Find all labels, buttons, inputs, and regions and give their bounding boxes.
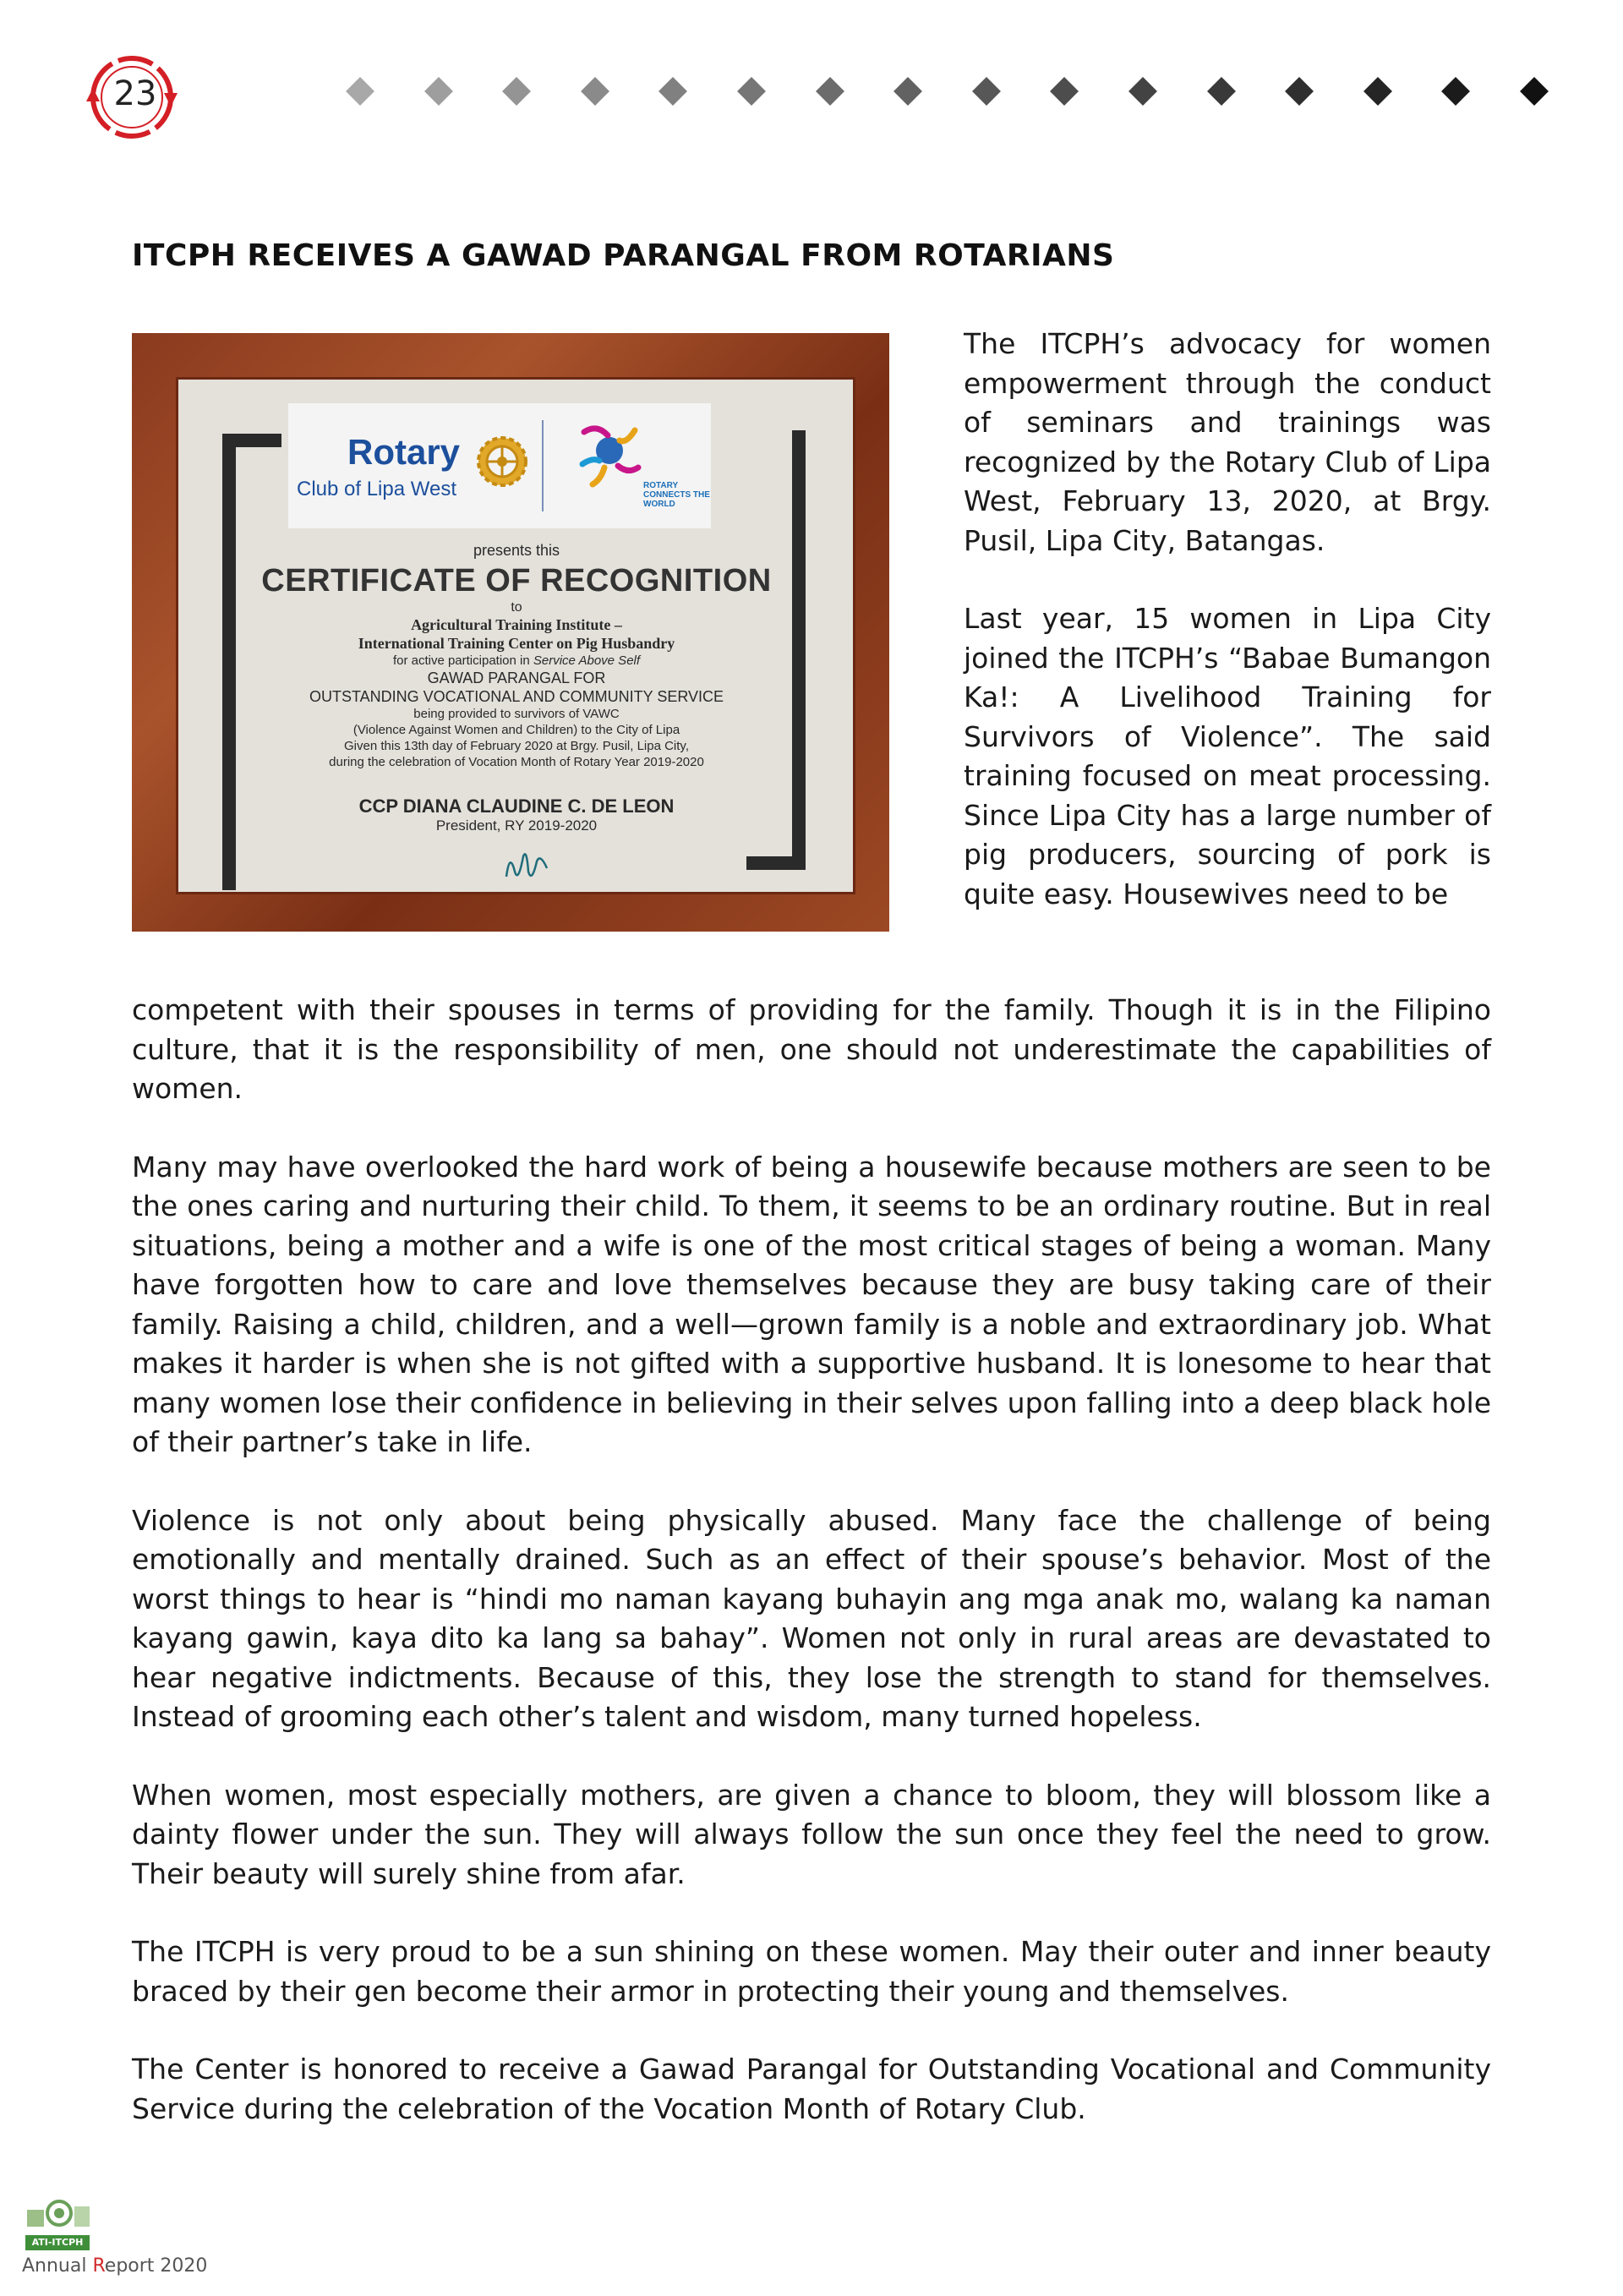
footer-report-suffix: eport 2020 xyxy=(104,2255,208,2277)
side-paragraph: Last year, 15 women in Lipa City joined the ITCPH’s “Babae Bumangon Ka!: A Livelihood Training for Survivors of Violence”. The said training focused on meat processing. Since Lipa City has a large number of pig producers, sourcing of pork is quite easy. Housewives need to be xyxy=(964,602,1491,910)
diamond-decoration xyxy=(1207,77,1236,106)
footer-report-prefix: Annual xyxy=(22,2255,93,2277)
diamond-decoration xyxy=(816,77,844,106)
logo-divider xyxy=(542,420,544,511)
main-text-column xyxy=(132,991,1491,2168)
footer-annual-report xyxy=(22,2255,207,2277)
article-headline: ITCPH RECEIVES A GAWAD PARANGAL FROM ROTARIANS xyxy=(132,238,1115,273)
rotary-club-name: Club of Lipa West xyxy=(297,478,456,500)
footer-report-accent: R xyxy=(92,2255,105,2277)
diamond-decoration xyxy=(658,77,687,106)
footer xyxy=(22,2195,276,2288)
certificate-text xyxy=(229,542,804,834)
certificate-photo xyxy=(132,333,889,932)
diamond-decoration xyxy=(972,77,1001,106)
cert-for-text: for active participation in xyxy=(392,653,530,668)
rotary-connects-text: ROTARY CONNECTS THE WORLD xyxy=(643,481,710,509)
cert-award-line-1: GAWAD PARANGAL FOR xyxy=(427,670,606,686)
cert-org-line-2: International Training Center on Pig Husbandry xyxy=(358,635,675,652)
diamond-decoration xyxy=(1520,77,1549,106)
signature-icon xyxy=(501,846,552,885)
body-paragraph: When women, most especially mothers, are given a chance to bloom, they will blossom like a dainty flower under the sun. They will always follow the sun once they feel the need to grow. Their beauty will surely shine from afar. xyxy=(132,1778,1491,1890)
cert-given-line-1: Given this 13th day of February 2020 at Brgy. Pusil, Lipa City, xyxy=(344,739,689,753)
body-paragraph: competent with their spouses in terms of providing for the family. Though it is in the Filipino culture, that it is the responsibility of men, one should not underestimate the capabilities of women. xyxy=(132,993,1491,1105)
cert-signatory: CCP DIANA CLAUDINE C. DE LEON xyxy=(358,795,675,817)
body-paragraph: The ITCPH is very proud to be a sun shining on these women. May their outer and inner beauty braced by their gen become their armor in protecting their young and themselves. xyxy=(132,1935,1491,2008)
footer-org-tag: ATI-ITCPH xyxy=(25,2235,90,2250)
diamond-decoration xyxy=(502,77,531,106)
diamond-decoration xyxy=(1363,77,1392,106)
body-paragraph: Many may have overlooked the hard work of being a housewife because mothers are seen to be the ones caring and nurturing their child. To them, it seems to be an ordinary routine. But in real situations, being a mother and a wife is one of the most critical stages of being a woman. Many have forgotten how to care and love themselves because they are busy taking care of their family. Raising a child, children, and a well—grown family is a noble and extraordinary job. What makes it harder is when she is not gifted with a supportive husband. It is lonesome to hear that many women lose their confidence in believing in their selves upon falling into a deep black hole of their partner’s take in life. xyxy=(132,1150,1491,1458)
rotary-connects-the-world-icon xyxy=(567,415,652,491)
side-text-column xyxy=(964,325,1491,953)
cert-given-line-2: during the celebration of Vocation Month of Rotary Year 2019-2020 xyxy=(329,755,704,769)
rotary-gear-icon xyxy=(473,432,532,491)
ati-logo-icon xyxy=(25,2195,93,2232)
diamond-decoration xyxy=(893,77,922,106)
diamond-decoration xyxy=(581,77,609,106)
cert-title: CERTIFICATE OF RECOGNITION xyxy=(261,563,772,599)
page-number-badge xyxy=(76,51,194,144)
diamond-decoration xyxy=(1050,77,1079,106)
cert-provided-line-2: (Violence Against Women and Children) to the City of Lipa xyxy=(352,723,680,737)
diamond-decoration xyxy=(1441,77,1470,106)
body-paragraph: Violence is not only about being physically abused. Many face the challenge of being emotionally and mentally drained. Such as an effect of their spouse’s behavior. Most of the worst things to hear is “hindi mo naman kayang buhayin ang mga anak mo, walang ka naman kayang gawin, kaya dito ka lang sa bahay”. Women not only in rural areas are devastated to hear negative indictments. Because of this, they lose the strength to stand for themselves. Instead of grooming each other’s talent and wisdom, many turned hopeless. xyxy=(132,1503,1491,1733)
cert-to: to xyxy=(511,600,522,615)
cert-position: President, RY 2019-2020 xyxy=(435,817,598,834)
body-paragraph: The Center is honored to receive a Gawad Parangal for Outstanding Vocational and Community Service during the celebration of the Vocation Month of Rotary Club. xyxy=(132,2053,1491,2125)
diamond-decoration xyxy=(424,77,453,106)
diamond-decoration xyxy=(1128,77,1157,106)
diamond-decoration-row xyxy=(338,81,1623,115)
cert-award-line-2: OUTSTANDING VOCATIONAL AND COMMUNITY SERVICE xyxy=(309,688,724,705)
diamond-decoration xyxy=(346,77,374,106)
cert-sab-text: Service Above Self xyxy=(533,653,641,668)
rotary-wordmark: Rotary xyxy=(347,432,461,472)
diamond-decoration xyxy=(1285,77,1314,106)
rotary-logo-area xyxy=(288,403,711,528)
cert-for-line xyxy=(229,653,804,669)
cert-org-line-1: Agricultural Training Institute – xyxy=(411,616,622,633)
cert-provided-line-1: being provided to survivors of VAWC xyxy=(413,707,620,721)
cert-presents: presents this xyxy=(473,542,560,559)
diamond-decoration xyxy=(737,77,766,106)
page-number: 23 xyxy=(113,74,157,113)
side-paragraph: The ITCPH’s advocacy for women empowerment through the conduct of seminars and trainings was recognized by the Rotary Club of Lipa West, February 13, 2020, at Brgy. Pusil, Lipa City, Batangas. xyxy=(964,327,1491,557)
certificate-paper xyxy=(176,377,855,894)
